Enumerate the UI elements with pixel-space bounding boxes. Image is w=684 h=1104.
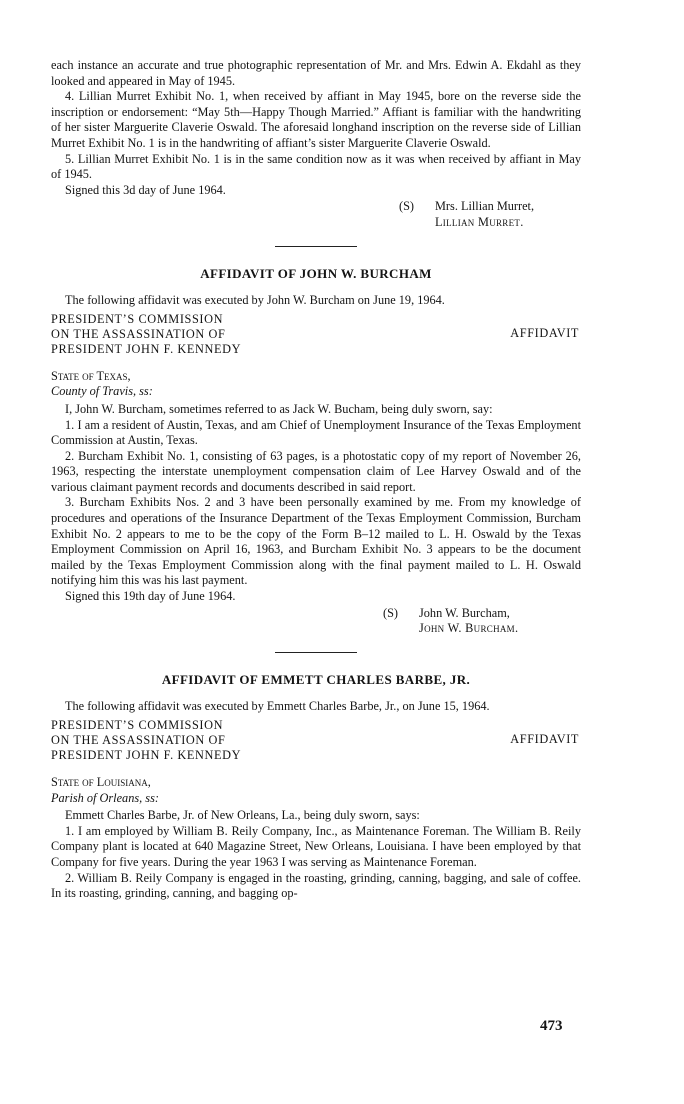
paragraph: Emmett Charles Barbe, Jr. of New Orleans, La., being duly sworn, says: — [65, 808, 420, 823]
caption-line: PRESIDENT’S COMMISSION — [51, 718, 224, 732]
paragraph: 5. Lillian Murret Exhibit No. 1 is in the same condition now as it was when received by affiant in May of 1945. — [51, 151, 581, 182]
section-heading: AFFIDAVIT OF EMMETT CHARLES BARBE, JR. — [161, 671, 471, 687]
caption-line: PRESIDENT JOHN F. KENNEDY — [51, 748, 242, 762]
venue-state: State of Louisiana, — [51, 775, 151, 789]
signature-block — [383, 606, 581, 637]
signature-printed-name: Lillian Murret. — [435, 214, 524, 229]
section-divider — [275, 246, 357, 247]
barbe-affidavit — [51, 672, 581, 902]
paragraph: 1. I am employed by William B. Reily Company, Inc., as Maintenance Foreman. The William B. Reily Company plant is located at 640 Magazine Street, New Orleans, Louisiana. I have been employed by that Company for five years. During the year 1963 I was serving as Maintenance Foreman. — [51, 823, 581, 869]
signature-prefix: (S) — [399, 199, 415, 214]
paragraph: 3. Burcham Exhibits Nos. 2 and 3 have been personally examined by me. From my knowledge of procedures and operations of the Insurance Department of the Texas Employment Commission, Burcham Exhibit No. 2 appears to me to be the copy of the Form B–12 mailed to L. H. Oswald by the Texas Employment Commission on April 16, 1963, and Burcham Exhibit No. 3 appears to be the document mailed by the Texas Employment Commission along with the final payment mailed to L. H. Oswald notifying him this was his last payment. — [51, 495, 581, 588]
venue-state: State of Texas, — [51, 368, 131, 383]
paragraph: I, John W. Burcham, sometimes referred to as Jack W. Bucham, being duly sworn, say: — [65, 401, 493, 416]
venue-block — [51, 775, 581, 806]
signed-date: Signed this 19th day of June 1964. — [65, 589, 236, 604]
intro-paragraph: The following affidavit was executed by John W. Burcham on June 19, 1964. — [65, 293, 445, 308]
signed-date: Signed this 3d day of June 1964. — [65, 182, 226, 197]
paragraph: 1. I am a resident of Austin, Texas, and am Chief of Unemployment Insurance of the Texas Employment Commission at Austin, Texas. — [51, 417, 581, 448]
caption-left — [51, 312, 241, 357]
caption-affidavit-label: AFFIDAVIT — [510, 326, 579, 341]
paragraph: 2. William B. Reily Company is engaged in the roasting, grinding, canning, bagging, and sale of coffee. In its roasting, grinding, canning, and bagging op- — [51, 870, 581, 901]
caption-left — [51, 718, 241, 763]
caption-line: PRESIDENT JOHN F. KENNEDY — [51, 341, 242, 356]
intro-paragraph: The following affidavit was executed by Emmett Charles Barbe, Jr., on June 15, 1964. — [65, 699, 490, 714]
caption-block — [51, 718, 581, 763]
caption-line: ON THE ASSASSINATION OF — [51, 733, 226, 747]
paragraph: each instance an accurate and true photographic representation of Mr. and Mrs. Edwin A. Ekdahl as they looked and appeared in May of 1945. — [51, 58, 581, 88]
signature-name: Mrs. Lillian Murret, — [435, 199, 535, 214]
signature-prefix: (S) — [383, 605, 399, 620]
caption-affidavit-label: AFFIDAVIT — [510, 732, 579, 747]
burcham-affidavit — [51, 266, 581, 637]
section-divider — [275, 652, 357, 653]
page-number: 473 — [540, 1018, 563, 1034]
murret-affidavit-continuation — [51, 58, 581, 231]
paragraph: 2. Burcham Exhibit No. 1, consisting of 63 pages, is a photostatic copy of my report of November 26, 1963, respecting the interstate unemployment compensation claim of Lee Harvey Oswald and of the various claimant payment records and documents described in said report. — [51, 448, 581, 494]
caption-block — [51, 312, 581, 357]
document-page — [51, 58, 581, 902]
caption-line: PRESIDENT’S COMMISSION — [51, 311, 224, 326]
caption-line: ON THE ASSASSINATION OF — [51, 326, 226, 341]
signature-block — [399, 199, 581, 230]
signature-printed-name: John W. Burcham. — [419, 621, 519, 636]
section-heading: AFFIDAVIT OF JOHN W. BURCHAM — [200, 265, 432, 281]
paragraph: 4. Lillian Murret Exhibit No. 1, when received by affiant in May 1945, bore on the reverse side the inscription or endorsement: “May 5th—Happy Though Married.” Affiant is familiar with the handwriting of her sister Marguerite Claverie Oswald. The aforesaid longhand inscription on the reverse side of Lillian Murret Exhibit No. 1 is in the handwriting of affiant’s sister Marguerite Claverie Oswald. — [51, 89, 581, 150]
signature-name: John W. Burcham, — [419, 605, 510, 620]
venue-block — [51, 369, 581, 400]
venue-county: Parish of Orleans, ss: — [51, 790, 159, 805]
venue-county: County of Travis, ss: — [51, 384, 153, 399]
